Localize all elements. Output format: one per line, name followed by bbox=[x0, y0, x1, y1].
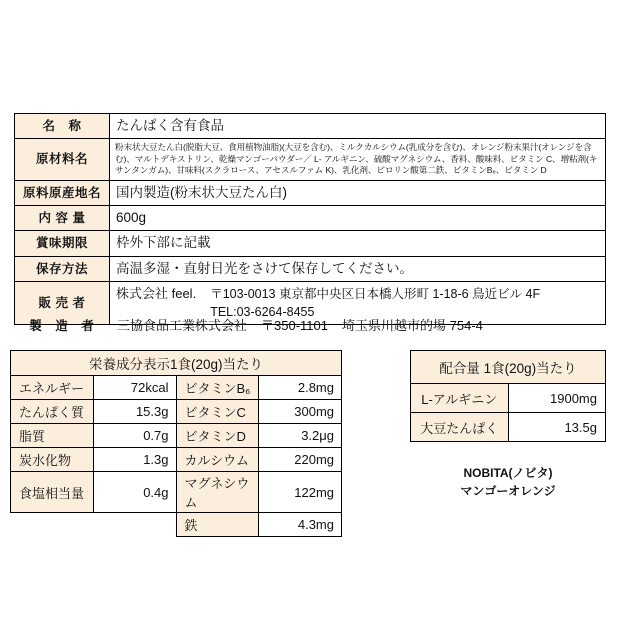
empty-cell bbox=[93, 513, 176, 537]
table-row-ingredients bbox=[15, 139, 606, 181]
manufacturer-label: 製 造 者 bbox=[29, 319, 99, 333]
product-name-line1: NOBITA(ノビタ) bbox=[463, 466, 553, 480]
blend-amount-table bbox=[410, 350, 606, 442]
row-label-name: 名 称 bbox=[15, 114, 110, 139]
nutrient-value: 4.3mg bbox=[259, 513, 342, 537]
row-value-origin: 国内製造(粉末状大豆たん白) bbox=[110, 181, 606, 206]
nutrition-title-row bbox=[11, 351, 342, 376]
table-row-origin bbox=[15, 181, 606, 206]
row-label-net-weight: 内 容 量 bbox=[15, 206, 110, 231]
nutrient-value: 1.3g bbox=[93, 448, 176, 472]
nutrient-value: 3.2μg bbox=[259, 424, 342, 448]
row-value-storage: 高温多湿・直射日光をさけて保存してください。 bbox=[110, 256, 606, 281]
table-row bbox=[11, 424, 342, 448]
nutrient-value: 72kcal bbox=[93, 376, 176, 400]
nutrient-value: 220mg bbox=[259, 448, 342, 472]
nutrient-value: 15.3g bbox=[93, 400, 176, 424]
nutrient-value: 0.4g bbox=[93, 472, 176, 513]
row-label-best-before: 賞味期限 bbox=[15, 231, 110, 256]
row-value-net-weight: 600g bbox=[110, 206, 606, 231]
row-label-origin: 原料原産地名 bbox=[15, 181, 110, 206]
empty-cell bbox=[11, 513, 94, 537]
nutrient-name: ビタミンD bbox=[176, 424, 259, 448]
table-row bbox=[411, 384, 606, 413]
seller-address: 〒103-0013 東京都中央区日本橋人形町 1-18-6 鳥近ビル 4F bbox=[210, 286, 541, 301]
manufacturer-details bbox=[109, 315, 483, 334]
table-row bbox=[11, 448, 342, 472]
nutrient-name: 鉄 bbox=[176, 513, 259, 537]
nutrient-value: 300mg bbox=[259, 400, 342, 424]
table-row bbox=[411, 413, 606, 442]
nutrient-name: エネルギー bbox=[11, 376, 94, 400]
row-value-ingredients: 粉末状大豆たん白(脱脂大豆、食用植物油脂)(大豆を含む)、ミルクカルシウム(乳成分を含む)、オレンジ粉末果汁(オレンジを含む)、マルトデキストリン、乾燥マンゴーパウダー／ L- アルギニン、硫酸マグネシウム、香料、酸味料、ビタミン C、増粘剤(キサンタンガム)、甘味料(スクラロース、アセスルファム K)、乳化剤、ピロリン酸第二鉄、ビタミンB₆、ビタミン D bbox=[110, 139, 606, 181]
row-value-name: たんぱく含有食品 bbox=[110, 114, 606, 139]
blend-title: 配合量 1食(20g)当たり bbox=[411, 351, 606, 384]
blend-name: 大豆たんぱく bbox=[411, 413, 509, 442]
table-row-storage bbox=[15, 256, 606, 281]
table-row-net-weight bbox=[15, 206, 606, 231]
table-row bbox=[11, 376, 342, 400]
row-label-seller: 販 売 者 bbox=[15, 281, 110, 324]
table-row bbox=[11, 513, 342, 537]
blend-name: L-アルギニン bbox=[411, 384, 509, 413]
blend-title-row bbox=[411, 351, 606, 384]
manufacturer-row bbox=[14, 315, 606, 334]
row-label-ingredients: 原材料名 bbox=[15, 139, 110, 181]
manufacturer-address: 埼玉県川越市的場 754-4 bbox=[342, 318, 483, 333]
product-name-line2: マンゴーオレンジ bbox=[460, 484, 556, 498]
manufacturer-postal: 〒350-1101 bbox=[261, 318, 328, 333]
nutrient-name: マグネシウム bbox=[176, 472, 259, 513]
nutrient-name: カルシウム bbox=[176, 448, 259, 472]
nutrient-name: 食塩相当量 bbox=[11, 472, 94, 513]
nutrition-title: 栄養成分表示1食(20g)当たり bbox=[11, 351, 342, 376]
blend-value: 13.5g bbox=[508, 413, 606, 442]
seller-tel: TEL:03-6264-8455 bbox=[210, 305, 315, 319]
nutrient-value: 0.7g bbox=[93, 424, 176, 448]
nutrient-name: 脂質 bbox=[11, 424, 94, 448]
product-info-table bbox=[14, 113, 606, 325]
nutrient-name: たんぱく質 bbox=[11, 400, 94, 424]
nutrient-name: 炭水化物 bbox=[11, 448, 94, 472]
table-row bbox=[11, 472, 342, 513]
row-label-storage: 保存方法 bbox=[15, 256, 110, 281]
row-value-best-before: 枠外下部に記載 bbox=[110, 231, 606, 256]
nutrient-value: 2.8mg bbox=[259, 376, 342, 400]
nutrition-facts-table bbox=[10, 350, 342, 537]
seller-company: 株式会社 feel. bbox=[116, 285, 197, 301]
table-row bbox=[11, 400, 342, 424]
nutrient-value: 122mg bbox=[259, 472, 342, 513]
product-name-block bbox=[410, 464, 606, 500]
nutrient-name: ビタミンC bbox=[176, 400, 259, 424]
blend-value: 1900mg bbox=[508, 384, 606, 413]
nutrient-name: ビタミンB₆ bbox=[176, 376, 259, 400]
table-row-best-before bbox=[15, 231, 606, 256]
table-row-name bbox=[15, 114, 606, 139]
manufacturer-company: 三協食品工業株式会社 bbox=[117, 318, 248, 333]
